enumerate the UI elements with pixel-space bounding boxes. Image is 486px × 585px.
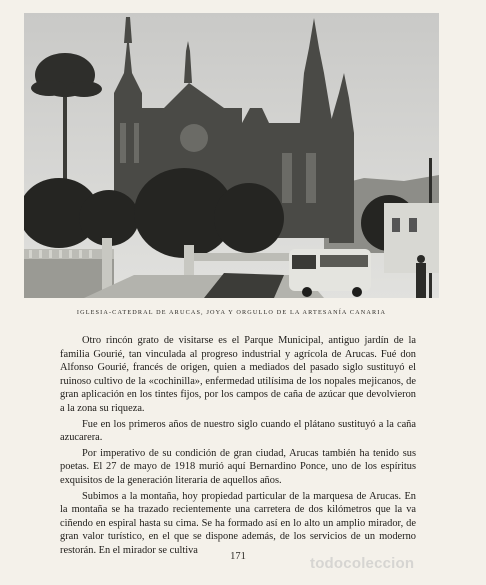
paragraph: Subimos a la montaña, hoy propiedad particular de la marquesa de Arucas. En la montaña se ha trazado recientemente una carretera de dos kilómetros que la va ciñendo en espiral hasta su cima. Se ha formado así en lo alto un amplio mirador, de gran valor turístico, en el que se dispone además, de los servicios de un moderno restorán. En el mirador se cultiva xyxy=(60,490,416,556)
paragraph: Por imperativo de su condición de gran ciudad, Arucas también ha tenido sus poetas. El 27 de mayo de 1918 murió aquí Bernardino Ponce, uno de los espíritus exquisitos de la generación literaria de aquellos años. xyxy=(60,447,416,486)
paragraph: Fue en los primeros años de nuestro siglo cuando el plátano sustituyó a la caña azucarera. xyxy=(60,418,416,444)
page-number: 171 xyxy=(230,551,246,562)
cathedral-illustration xyxy=(24,13,439,298)
watermark-logo: todocoleccion xyxy=(310,555,415,572)
paragraph: Otro rincón grato de visitarse es el Parque Municipal, antiguo jardín de la familia Gourié, tan vinculada al progreso industrial y agrícola de Arucas. Fué don Alfonso Gourié, francés de origen, quien a mediados del pasado siglo sustituyó el ruinoso cultivo de la «cochinilla», enfermedad utilísima de los nopales mejicanos, de gran aplicación en los tintes fijos, por los campos de caña de azúcar que devolvieron a la zona su riqueza. xyxy=(60,335,416,414)
photo-caption: IGLESIA-CATEDRAL DE ARUCAS, JOYA Y ORGULLO DE LA ARTESANÍA CANARIA xyxy=(76,309,387,316)
cathedral-photo xyxy=(24,13,439,298)
article-body xyxy=(60,334,416,560)
